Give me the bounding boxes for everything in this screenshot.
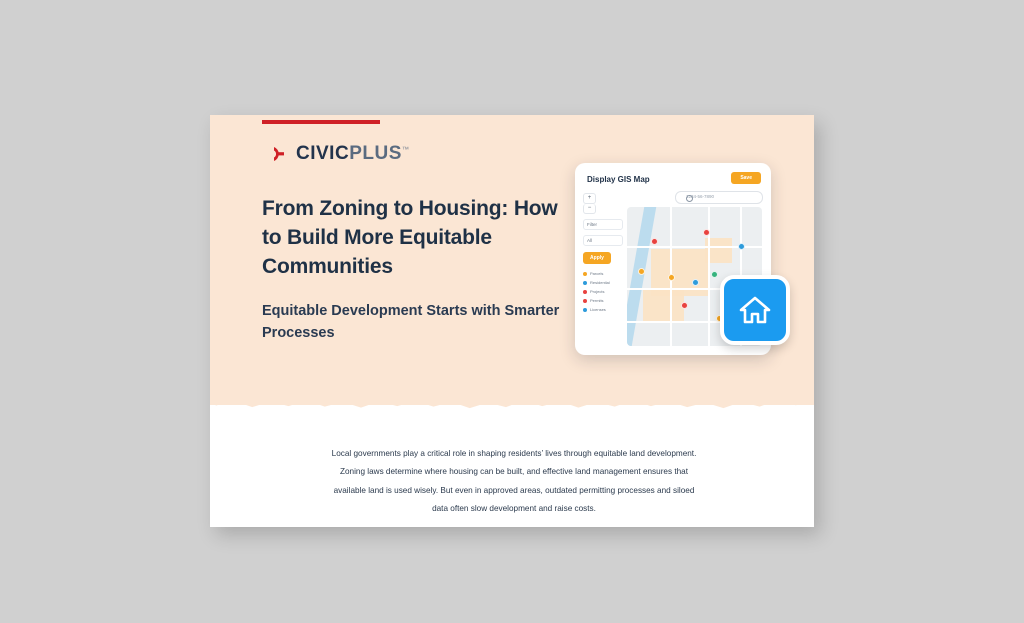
mock-save-button[interactable]: Save xyxy=(731,172,761,184)
mock-sidebar xyxy=(583,193,623,347)
map-pin[interactable] xyxy=(711,271,718,278)
mock-filter-select[interactable]: All xyxy=(583,235,623,246)
document-page xyxy=(210,115,814,527)
legend-dot-icon xyxy=(583,290,587,294)
legend-dot-icon xyxy=(583,308,587,312)
body-paragraph: Local governments play a critical role in shaping residents’ lives through equitable land development. Zoning laws determine where housing can be built, and effective land management ensures that available land is used wisely. But even in approved areas, outdated permitting processes and siloed data often slow development and raise costs. xyxy=(331,449,697,514)
trademark-symbol: ™ xyxy=(401,146,410,154)
mock-search-value: 1234-56-7890 xyxy=(686,194,715,199)
civicplus-logo xyxy=(262,141,409,167)
civicplus-mark-icon xyxy=(262,141,288,167)
legend-item xyxy=(583,307,623,312)
civicplus-wordmark xyxy=(296,143,409,165)
legend-label: Licenses xyxy=(590,307,606,312)
legend-item xyxy=(583,280,623,285)
house-icon xyxy=(720,275,790,345)
legend-label: Parcels xyxy=(590,271,604,276)
zoom-in-button[interactable]: + xyxy=(583,193,596,204)
map-legend xyxy=(583,271,623,312)
map-pin[interactable] xyxy=(651,238,658,245)
map-pin[interactable] xyxy=(681,302,688,309)
map-pin[interactable] xyxy=(638,268,645,275)
legend-item xyxy=(583,298,623,303)
legend-item xyxy=(583,289,623,294)
mock-filter-label: Filter xyxy=(583,219,623,230)
map-pin[interactable] xyxy=(668,274,675,281)
wordmark-civic: CIVIC xyxy=(296,143,350,164)
legend-dot-icon xyxy=(583,272,587,276)
wordmark-plus: PLUS xyxy=(349,143,402,164)
page-subtitle: Equitable Development Starts with Smarter Processes xyxy=(262,303,560,342)
legend-label: Residential xyxy=(590,280,610,285)
map-pin[interactable] xyxy=(738,243,745,250)
brand-rule xyxy=(262,120,380,124)
mock-title: Display GIS Map xyxy=(587,175,650,184)
legend-label: Projects xyxy=(590,289,605,294)
legend-item xyxy=(583,271,623,276)
mock-apply-button[interactable]: Apply xyxy=(583,252,611,264)
legend-dot-icon xyxy=(583,299,587,303)
search-icon[interactable] xyxy=(686,195,693,202)
legend-label: Permits xyxy=(590,298,604,303)
zoom-out-button[interactable]: − xyxy=(583,204,596,214)
mock-search-input[interactable] xyxy=(675,191,763,204)
map-pin[interactable] xyxy=(703,229,710,236)
page-title: From Zoning to Housing: How to Build More Equitable Communities xyxy=(262,197,558,278)
legend-dot-icon xyxy=(583,281,587,285)
